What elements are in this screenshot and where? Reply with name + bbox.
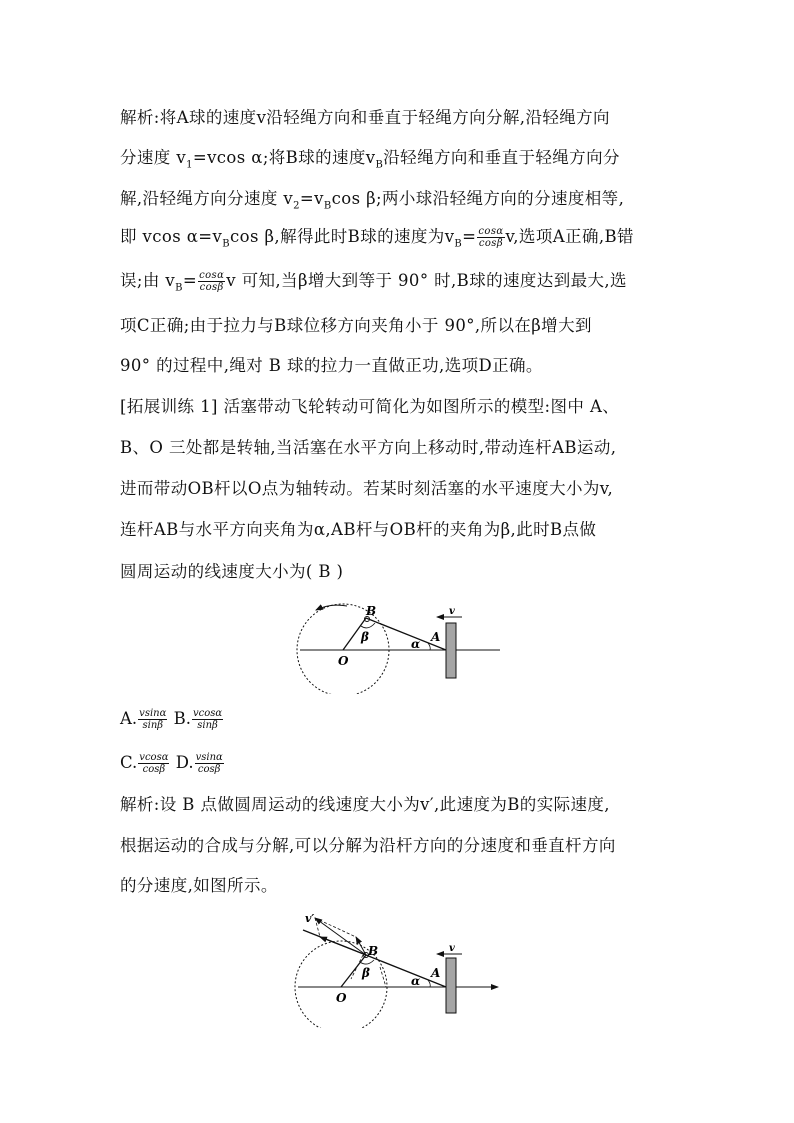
dashed-projection bbox=[380, 967, 386, 987]
label-beta: β bbox=[362, 966, 370, 980]
text-segment: cos β;两小球沿轻绳方向的分速度相等, bbox=[331, 189, 625, 208]
fraction-numerator: cosα bbox=[199, 270, 225, 281]
fraction-denominator: cosβ bbox=[478, 238, 504, 249]
subscript: B bbox=[375, 159, 384, 171]
fraction-numerator: vsinα bbox=[195, 752, 223, 763]
text-segment: cos β,解得此时B球的速度为v bbox=[230, 227, 455, 246]
problem-line-5: 圆周运动的线速度大小为( B ) bbox=[120, 562, 344, 581]
component-along-rod bbox=[320, 937, 366, 955]
text-segment: 误;由 v bbox=[120, 271, 176, 290]
beta-arc bbox=[361, 623, 375, 628]
text-segment: 分速度 v bbox=[120, 148, 187, 167]
fraction-denominator: sinβ bbox=[197, 720, 218, 731]
text-segment: v,选项A正确,B错 bbox=[505, 227, 634, 246]
fraction-numerator: vcosα bbox=[139, 752, 169, 763]
fraction-numerator: cosα bbox=[478, 226, 504, 237]
dashed-parallel-2 bbox=[315, 918, 356, 937]
label-o: O bbox=[336, 991, 347, 1005]
text-segment: = bbox=[462, 227, 477, 246]
option-c-label[interactable]: C. bbox=[120, 753, 138, 772]
solution-line-7: 90° 的过程中,绳对 B 球的拉力一直做正功,选项D正确。 bbox=[120, 356, 543, 375]
option-d-label[interactable]: D. bbox=[175, 753, 194, 772]
subscript: 2 bbox=[293, 200, 300, 212]
text-segment: 解,沿轻绳方向分速度 v bbox=[120, 189, 294, 208]
option-d-fraction[interactable] bbox=[195, 752, 224, 775]
text-segment: 即 vcos α=v bbox=[120, 227, 223, 246]
text-segment: 沿轻绳方向和垂直于轻绳方向分 bbox=[383, 148, 620, 167]
subscript: 1 bbox=[186, 159, 193, 171]
problem-line-4: 连杆AB与水平方向夹角为α,AB杆与OB杆的夹角为β,此时B点做 bbox=[120, 520, 597, 539]
options-row-1 bbox=[120, 708, 224, 731]
label-v: v bbox=[449, 943, 455, 954]
fraction bbox=[198, 270, 225, 293]
analysis-line-2: 根据运动的合成与分解,可以分解为沿杆方向的分速度和垂直杆方向 bbox=[120, 836, 616, 855]
solution-line-4 bbox=[120, 226, 634, 254]
option-a-label[interactable]: A. bbox=[120, 709, 138, 728]
solution-line-5 bbox=[120, 270, 627, 298]
text-segment: =v bbox=[299, 189, 324, 208]
fraction-denominator: cosβ bbox=[197, 764, 221, 775]
label-b: B bbox=[366, 604, 377, 618]
velocity-decomposition-diagram bbox=[290, 908, 510, 1028]
option-b-label[interactable]: B. bbox=[173, 709, 191, 728]
subscript: B bbox=[222, 238, 230, 250]
label-o: O bbox=[338, 654, 349, 668]
subscript: B bbox=[454, 238, 463, 250]
problem-line-1: [拓展训练 1] 活塞带动飞轮转动可简化为如图所示的模型:图中 A、 bbox=[120, 397, 620, 416]
problem-line-2: B、O 三处都是转轴,当活塞在水平方向上移动时,带动连杆AB运动, bbox=[120, 438, 617, 457]
option-c-fraction[interactable] bbox=[138, 752, 169, 775]
subscript: B bbox=[175, 282, 183, 294]
label-alpha: α bbox=[411, 974, 421, 988]
piston-block bbox=[446, 623, 456, 678]
label-alpha: α bbox=[411, 637, 421, 651]
fraction-denominator: cosβ bbox=[142, 764, 166, 775]
fraction-denominator: sinβ bbox=[142, 720, 164, 731]
subscript: B bbox=[323, 200, 332, 212]
text-segment: =vcos α;将B球的速度v bbox=[192, 148, 376, 167]
option-a-fraction[interactable] bbox=[138, 708, 167, 731]
option-b-fraction[interactable] bbox=[192, 708, 223, 731]
problem-line-3: 进而带动OB杆以O点为轴转动。若某时刻活塞的水平速度大小为v, bbox=[120, 479, 614, 498]
piston-block bbox=[446, 958, 456, 1013]
solution-line-6: 项C正确;由于拉力与B球位移方向夹角小于 90°,所以在β增大到 bbox=[120, 316, 592, 335]
text-segment: v 可知,当β增大到等于 90° 时,B球的速度达到最大,选 bbox=[226, 271, 627, 290]
fraction-numerator: vsinα bbox=[139, 708, 167, 719]
label-beta: β bbox=[361, 630, 369, 644]
label-a: A bbox=[431, 966, 441, 980]
fraction-numerator: vcosα bbox=[192, 708, 223, 719]
piston-flywheel-diagram bbox=[290, 598, 510, 694]
analysis-line-3: 的分速度,如图所示。 bbox=[120, 876, 278, 895]
solution-line-1: 解析:将A球的速度v沿轻绳方向和垂直于轻绳方向分解,沿轻绳方向 bbox=[120, 108, 610, 127]
text-segment: = bbox=[182, 271, 198, 290]
label-a: A bbox=[431, 630, 441, 644]
options-row-2 bbox=[120, 752, 225, 775]
label-b: B bbox=[368, 944, 379, 958]
analysis-line-1: 解析:设 B 点做圆周运动的线速度大小为v′,此速度为B的实际速度, bbox=[120, 795, 610, 814]
label-v-prime: v′ bbox=[305, 912, 315, 925]
solution-line-2 bbox=[120, 148, 620, 175]
fraction-denominator: cosβ bbox=[199, 282, 224, 293]
label-v: v bbox=[449, 606, 455, 617]
vector-v-prime bbox=[315, 918, 366, 955]
fraction bbox=[477, 226, 504, 249]
solution-line-3 bbox=[120, 189, 624, 216]
